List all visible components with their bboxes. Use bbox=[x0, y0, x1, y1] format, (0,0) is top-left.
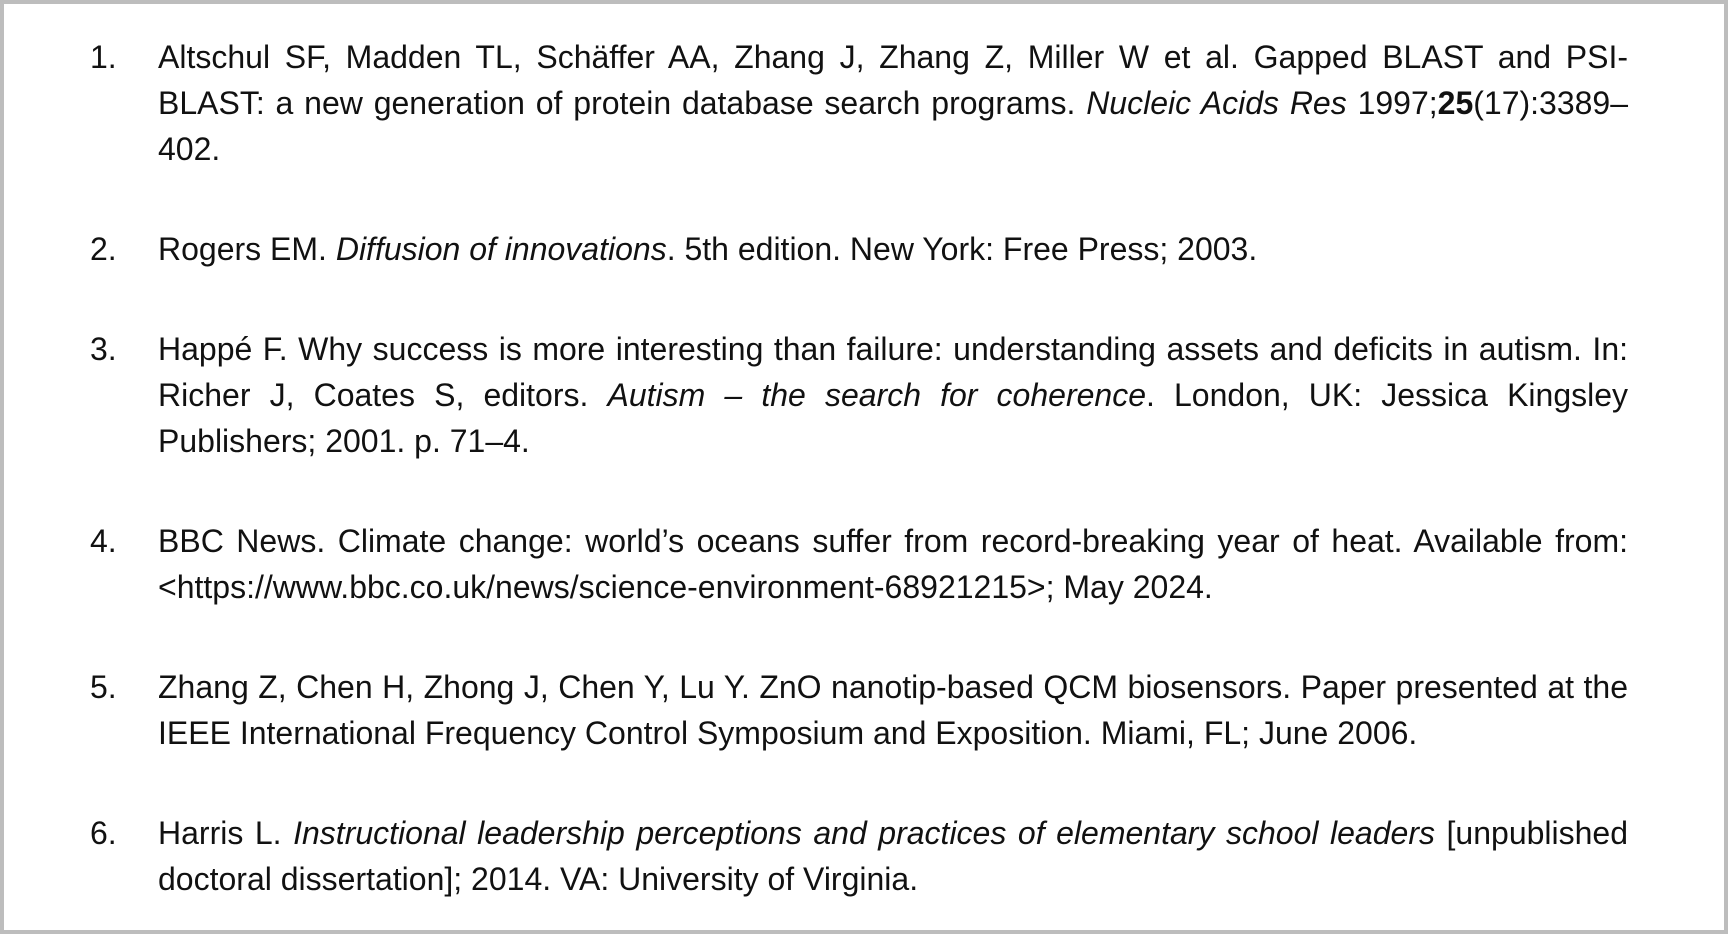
reference-number: 5. bbox=[90, 669, 117, 705]
reference-text bbox=[158, 226, 1628, 272]
reference-text bbox=[158, 34, 1628, 172]
reference-rest: . London, UK: Jessica Kingsley Publishers; 2001. p. 71–4. bbox=[158, 377, 1629, 459]
reference-issue-pages: (17):3389–402. bbox=[158, 85, 1629, 167]
reference-text bbox=[158, 326, 1628, 464]
reference-number: 1. bbox=[90, 39, 117, 75]
reference-authors: Altschul SF, Madden TL, Schäffer AA, Zhang J, Zhang Z, Miller W et al. bbox=[158, 39, 1239, 75]
reference-text: Zhang Z, Chen H, Zhong J, Chen Y, Lu Y. ZnO nanotip-based QCM biosensors. Paper presented at the IEEE International Frequency Control Symposium and Exposition. Miami, FL; June 2006. bbox=[158, 669, 1628, 751]
reference-before: Happé F. Why success is more interesting than failure: understanding assets and deficits in autism. In: Richer J, Coates S, editors. bbox=[158, 331, 1628, 413]
reference-dissertation-title: Instructional leadership perceptions and practices of elementary school leaders bbox=[293, 815, 1435, 851]
reference-rest: . 5th edition. New York: Free Press; 2003. bbox=[666, 231, 1258, 267]
reference-number: 4. bbox=[90, 523, 117, 559]
reference-authors: Rogers EM. bbox=[158, 231, 327, 267]
reference-text bbox=[158, 810, 1628, 902]
reference-number: 3. bbox=[90, 331, 117, 367]
reference-year: 1997; bbox=[1357, 85, 1438, 121]
reference-book-title: Autism – the search for coherence bbox=[607, 377, 1146, 413]
reference-title: Gapped BLAST and PSI-BLAST: a new generation of protein database search programs. bbox=[158, 39, 1629, 121]
reference-book-title: Diffusion of innovations bbox=[335, 231, 667, 267]
reference-volume: 25 bbox=[1437, 85, 1474, 121]
reference-number: 6. bbox=[90, 815, 117, 851]
reference-rest: [unpublished doctoral dissertation]; 2014. VA: University of Virginia. bbox=[158, 815, 1629, 897]
reference-journal: Nucleic Acids Res bbox=[1086, 85, 1347, 121]
reference-authors: Harris L. bbox=[158, 815, 282, 851]
reference-number: 2. bbox=[90, 231, 117, 267]
reference-text: BBC News. Climate change: world’s oceans suffer from record-breaking year of heat. Available from: <https://www.bbc.co.uk/news/science-environment-68921215>; May 2024. bbox=[158, 523, 1628, 605]
